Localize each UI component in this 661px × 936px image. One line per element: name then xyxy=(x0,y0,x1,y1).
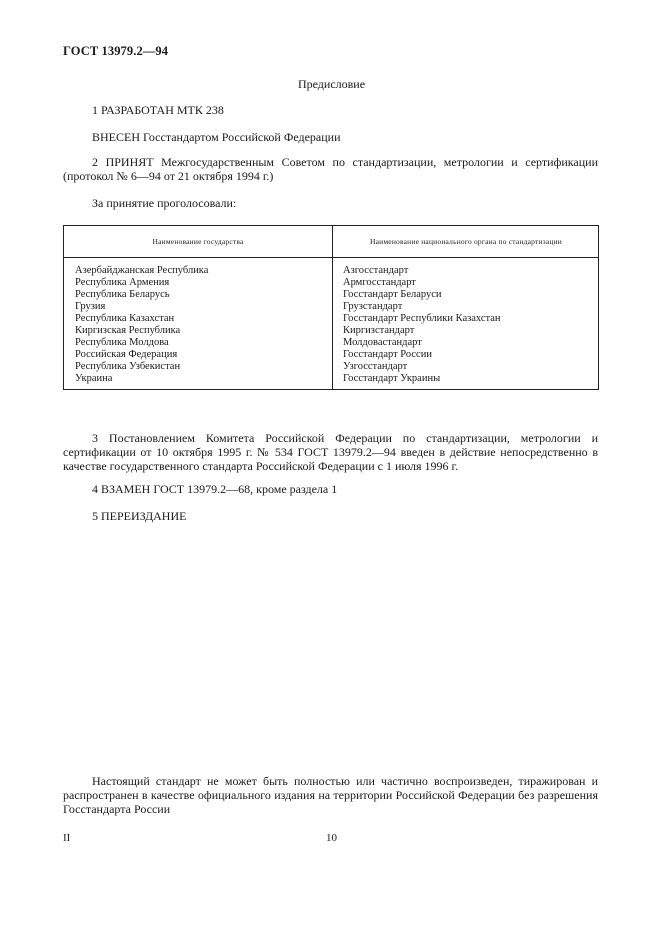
table-cell-state: Республика Беларусь xyxy=(75,289,170,300)
table-cell-state: Республика Узбекистан xyxy=(75,361,181,372)
table-cell-body: Азгосстандарт xyxy=(343,265,409,276)
para-reissue: 5 ПЕРЕИЗДАНИЕ xyxy=(92,509,187,523)
table-header-row xyxy=(64,226,598,258)
table-cell-state: Республика Казахстан xyxy=(75,313,175,324)
para-notice: Настоящий стандарт не может быть полностью или частично воспроизведен, тиражирован и распространен в качестве официального издания на территории Российской Федерации без разрешения Госстандарта России xyxy=(63,774,598,816)
table-cell-body: Киргизстандарт xyxy=(343,325,415,336)
para-developed: 1 РАЗРАБОТАН МТК 238 xyxy=(92,103,224,117)
table-cell-body: Армгосстандарт xyxy=(343,277,416,288)
document-code: ГОСТ 13979.2—94 xyxy=(63,44,169,58)
table-cell-state: Республика Молдова xyxy=(75,337,169,348)
table-cell-body: Молдовастандарт xyxy=(343,337,422,348)
table-column-divider xyxy=(332,226,333,389)
table-cell-body: Узгосстандарт xyxy=(343,361,408,372)
page-number: 10 xyxy=(326,832,337,844)
roman-page-number: II xyxy=(63,832,71,844)
table-cell-state: Российская Федерация xyxy=(75,349,178,360)
table-cell-state: Украина xyxy=(75,373,113,384)
table-cell-body: Госстандарт Республики Казахстан xyxy=(343,313,501,324)
para-voted: За принятие проголосовали: xyxy=(92,196,237,210)
table-column-states xyxy=(75,265,208,385)
para-replaces: 4 ВЗАМЕН ГОСТ 13979.2—68, кроме раздела 1 xyxy=(92,482,338,496)
table-cell-body: Госстандарт Беларуси xyxy=(343,289,442,300)
table-cell-state: Республика Армения xyxy=(75,277,170,288)
para-introduced: ВНЕСЕН Госстандартом Российской Федерации xyxy=(92,130,341,144)
table-header-body: Наименование национального органа по стандартизации xyxy=(370,237,562,246)
table-header-state: Наименование государства xyxy=(152,237,244,246)
table-cell-body: Грузстандарт xyxy=(343,301,403,312)
para-adopted: 2 ПРИНЯТ Межгосударственным Советом по стандартизации, метрологии и сертификации (протокол № 6—94 от 21 октября 1994 г.) xyxy=(63,155,598,183)
para-resolution: 3 Постановлением Комитета Российской Федерации по стандартизации, метрологии и сертификации от 10 октября 1995 г. № 534 ГОСТ 13979.2—94 введен в действие непосредственно в качестве государственного стандарта Российской Федерации с 1 июля 1996 г. xyxy=(63,431,598,473)
voting-table xyxy=(63,225,599,390)
table-cell-state: Азербайджанская Республика xyxy=(75,265,209,276)
table-column-bodies xyxy=(343,265,501,385)
section-title: Предисловие xyxy=(297,77,366,91)
table-cell-body: Госстандарт России xyxy=(343,349,432,360)
table-cell-body: Госстандарт Украины xyxy=(343,373,441,384)
table-cell-state: Грузия xyxy=(75,301,106,312)
table-cell-state: Киргизская Республика xyxy=(75,325,181,336)
